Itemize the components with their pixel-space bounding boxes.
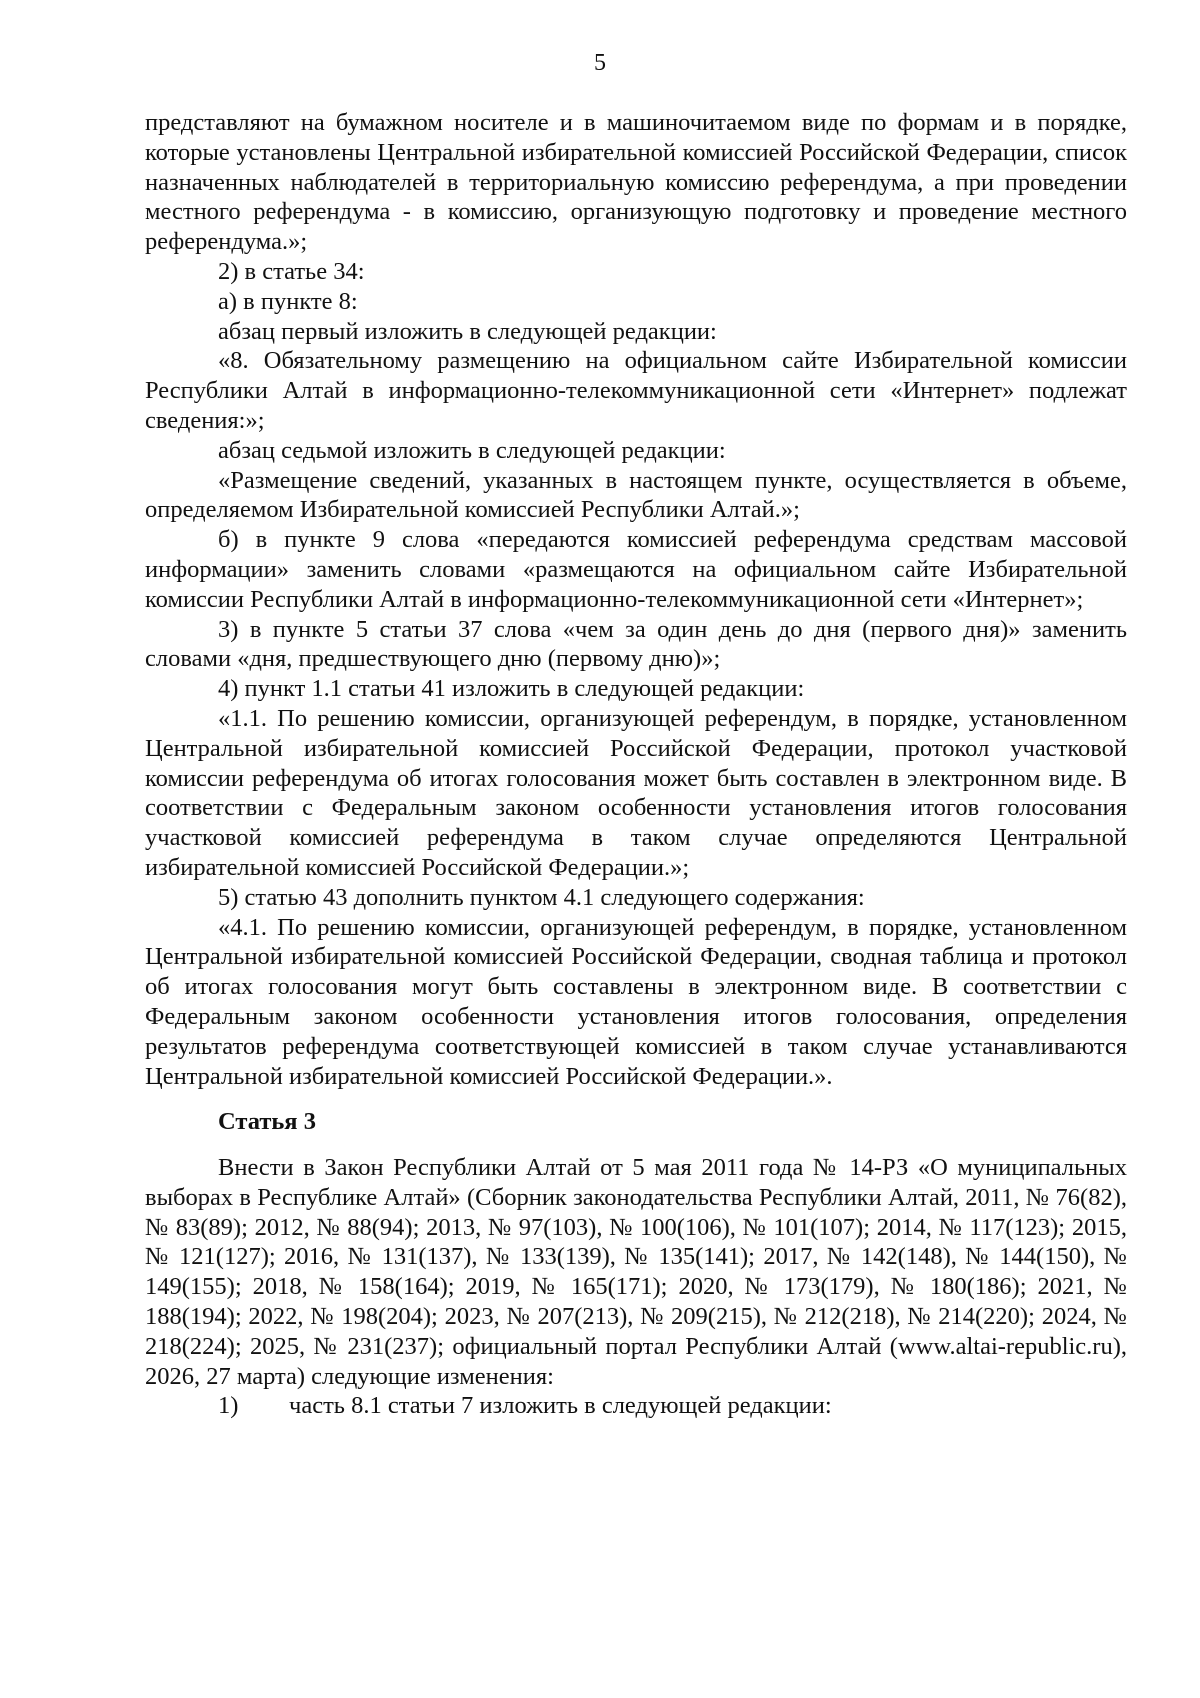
page-number: 5 — [594, 50, 606, 76]
paragraph: Внести в Закон Республики Алтай от 5 мая 2011 года № 14-РЗ «О муниципальных выборах в Республике Алтай» (Сборник законодательства Республики Алтай, 2011, № 76(82), № 83(89); 2012, № 88(94); 2013, № 97(103), № 100(106), № 101(107); 2014, № 117(123); 2015, № 121(127); 2016, № 131(137), № 133(139), № 135(141); 2017, № 142(148), № 144(150), № 149(155); 2018, № 158(164); 2019, № 165(171); 2020, № 173(179), № 180(186); 2021, № 188(194); 2022, № 198(204); 2023, № 207(213), № 209(215), № 212(218), № 214(220); 2024, № 218(224); 2025, № 231(237); официальный портал Республики Алтай (www.altai-republic.ru), 2026, 27 марта) следующие изменения: — [145, 1154, 1127, 1390]
paragraph: а) в пункте 8: — [218, 287, 358, 315]
paragraph: представляют на бумажном носителе и в машиночитаемом виде по формам и в порядке, которые установлены Центральной избирательной комиссией Российской Федерации, список назначенных наблюдателей в территориальную комиссию референдума, а при проведении местного референдума - в комиссию, организующую подготовку и проведение местного референдума.»; — [145, 109, 1127, 256]
paragraph: б) в пункте 9 слова «передаются комиссией референдума средствам массовой информации» заменить словами «размещаются на официальном сайте Избирательной комиссии Республики Алтай в информационно-телекоммуникационной сети «Интернет»; — [145, 526, 1127, 613]
paragraph: 5) статью 43 дополнить пунктом 4.1 следующего содержания: — [218, 883, 865, 911]
paragraph: абзац седьмой изложить в следующей редакции: — [218, 436, 726, 464]
list-item — [145, 1391, 1127, 1421]
article-heading: Статья 3 — [218, 1108, 316, 1136]
document-body — [145, 108, 1127, 1421]
paragraph: «8. Обязательному размещению на официальном сайте Избирательной комиссии Республики Алтай в информационно-телекоммуникационной сети «Интернет» подлежат сведения:»; — [145, 347, 1127, 434]
list-item-text: часть 8.1 статьи 7 изложить в следующей редакции: — [289, 1392, 832, 1420]
list-item-number: 1) — [218, 1392, 239, 1420]
paragraph: 2) в статье 34: — [218, 257, 365, 285]
paragraph: 4) пункт 1.1 статьи 41 изложить в следующей редакции: — [218, 675, 805, 703]
paragraph: абзац первый изложить в следующей редакции: — [218, 317, 717, 345]
paragraph: 3) в пункте 5 статьи 37 слова «чем за один день до дня (первого дня)» заменить словами «дня, предшествующего дню (первому дню)»; — [145, 615, 1127, 673]
paragraph: «Размещение сведений, указанных в настоящем пункте, осуществляется в объеме, определяемом Избирательной комиссией Республики Алтай.»; — [145, 466, 1127, 524]
paragraph: «1.1. По решению комиссии, организующей референдум, в порядке, установленном Центральной избирательной комиссией Российской Федерации, протокол участковой комиссии референдума об итогах голосования может быть составлен в электронном виде. В соответствии с Федеральным законом особенности установления итогов голосования участковой комиссией референдума в таком случае определяются Центральной избирательной комиссией Российской Федерации.»; — [145, 704, 1127, 881]
paragraph: «4.1. По решению комиссии, организующей референдум, в порядке, установленном Центральной избирательной комиссией Российской Федерации, сводная таблица и протокол об итогах голосования могут быть составлены в электронном виде. В соответствии с Федеральным законом особенности установления итогов голосования, определения результатов референдума соответствующей комиссией в таком случае устанавливаются Центральной избирательной комиссией Российской Федерации.». — [145, 913, 1127, 1090]
